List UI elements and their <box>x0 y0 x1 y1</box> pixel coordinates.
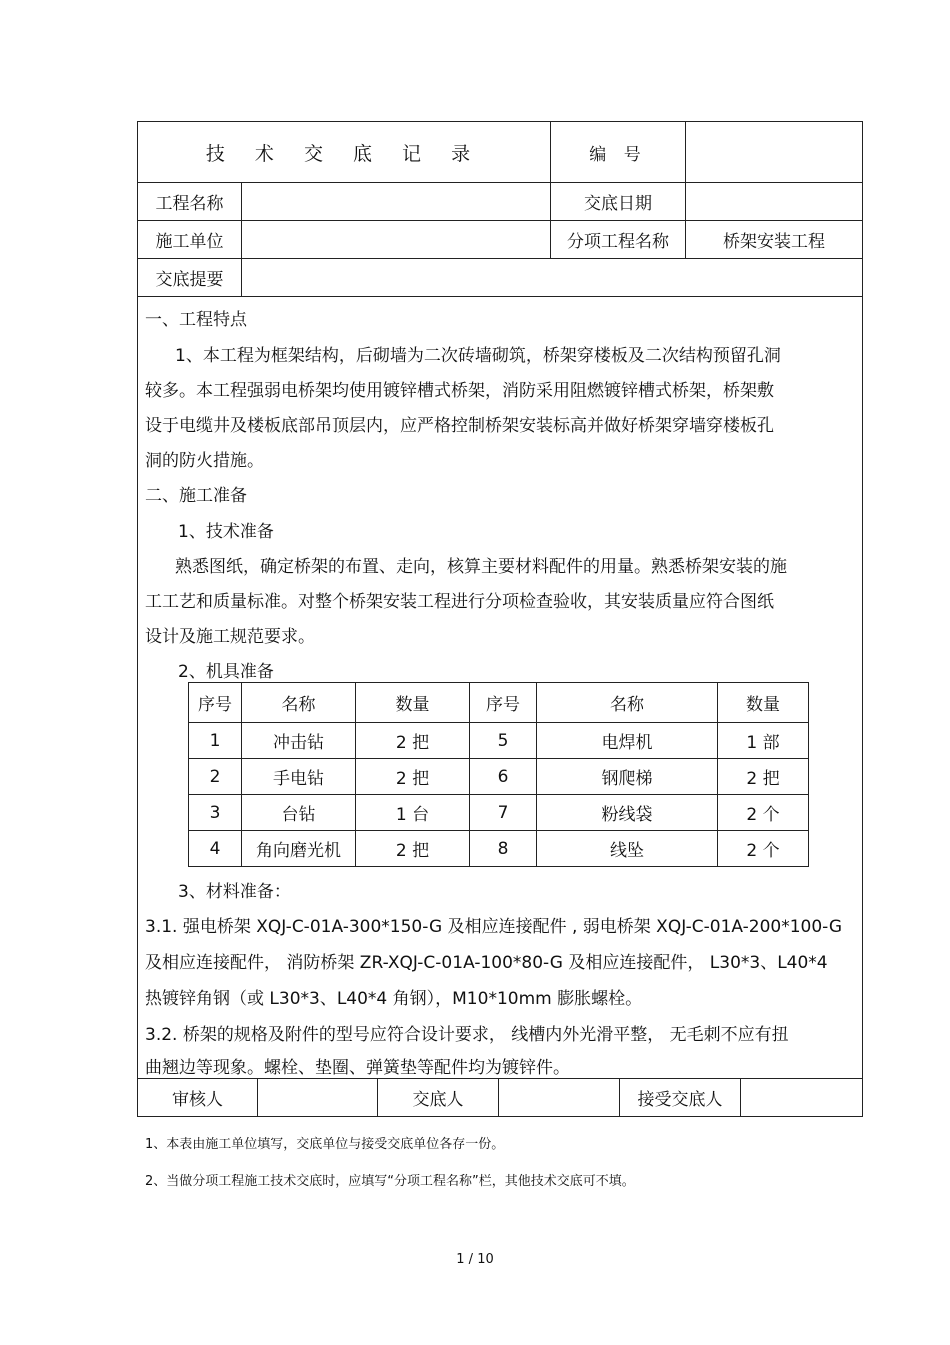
section-2-1-line: 工工艺和质量标准。对整个桥架安装工程进行分项检查验收，其安装质量应符合图纸 <box>145 592 774 612</box>
date-value[interactable] <box>686 183 862 220</box>
table-cell: 2 把 <box>718 759 809 795</box>
section-2-3-line: 3.1. 强电桥架 XQJ-C-01A-300*150-G 及相应连接配件 , 弱电桥架 XQJ-C-01A-200*100-G <box>145 917 843 937</box>
reviewer-label: 审核人 <box>172 1090 223 1110</box>
table-cell: 冲击钻 <box>242 723 356 759</box>
table-cell: 粉线袋 <box>537 795 718 831</box>
section-2-1-line: 熟悉图纸，确定桥架的布置、走向，核算主要材料配件的用量。熟悉桥架安装的施 <box>175 557 787 577</box>
table-cell: 4 <box>189 831 242 867</box>
discloser-label: 交底人 <box>412 1090 464 1110</box>
table-cell: 钢爬梯 <box>537 759 718 795</box>
number-label: 编 号 <box>589 144 647 165</box>
table-cell: 6 <box>470 759 537 795</box>
subproject-value[interactable]: 桥架安装工程 <box>723 232 825 252</box>
tools-header: 序号 <box>189 683 242 723</box>
table-cell: 1 <box>189 723 242 759</box>
table-cell: 1 部 <box>718 723 809 759</box>
table-cell: 8 <box>470 831 537 867</box>
table-row <box>189 831 809 867</box>
date-label: 交底日期 <box>584 194 652 214</box>
table-cell: 5 <box>470 723 537 759</box>
page-total: 10 <box>477 1252 494 1267</box>
table-row <box>189 759 809 795</box>
summary-value[interactable] <box>242 259 862 296</box>
subproject-label: 分项工程名称 <box>567 232 669 252</box>
table-cell: 2 把 <box>356 759 470 795</box>
section-2-1-title: 1、技术准备 <box>178 522 274 542</box>
section-2-3-line: 3.2. 桥架的规格及附件的型号应符合设计要求， 线槽内外光滑平整， 无毛刺不应有扭 <box>145 1025 789 1045</box>
tools-header: 数量 <box>718 683 809 723</box>
page-current: 1 <box>456 1252 465 1267</box>
section-2-2-title: 2、机具准备 <box>178 662 274 682</box>
table-cell: 手电钻 <box>242 759 356 795</box>
table-cell: 7 <box>470 795 537 831</box>
section-2-title: 二、施工准备 <box>145 486 247 506</box>
table-cell: 1 台 <box>356 795 470 831</box>
number-value[interactable] <box>686 122 862 182</box>
table-cell: 2 把 <box>356 723 470 759</box>
section-1-line: 设于电缆井及楼板底部吊顶层内，应严格控制桥架安装标高并做好桥架穿墙穿楼板孔 <box>145 416 774 436</box>
table-cell: 2 个 <box>718 795 809 831</box>
footnote: 1、本表由施工单位填写，交底单位与接受交底单位各存一份。 <box>145 1137 505 1152</box>
table-cell: 角向磨光机 <box>242 831 356 867</box>
tools-header: 名称 <box>537 683 718 723</box>
section-2-3-line: 热镀锌角钢（或 L30*3、L40*4 角钢），M10*10mm 膨胀螺栓。 <box>145 989 643 1009</box>
contractor-value[interactable] <box>242 221 550 258</box>
tools-header-row <box>189 683 809 723</box>
table-row <box>189 723 809 759</box>
section-2-3-line: 曲翘边等现象。螺栓、垫圈、弹簧垫等配件均为镀锌件。 <box>145 1058 570 1078</box>
section-2-3-title: 3、材料准备： <box>178 882 291 902</box>
section-1-title: 一、工程特点 <box>145 310 247 330</box>
section-1-line: 较多。本工程强弱电桥架均使用镀锌槽式桥架，消防采用阻燃镀锌槽式桥架，桥架敷 <box>145 381 774 401</box>
table-cell: 电焊机 <box>537 723 718 759</box>
table-cell: 2 个 <box>718 831 809 867</box>
receiver-label: 接受交底人 <box>637 1090 723 1110</box>
tools-table <box>188 682 809 867</box>
section-1-line: 1、本工程为框架结构，后砌墙为二次砖墙砌筑，桥架穿楼板及二次结构预留孔洞 <box>175 346 781 366</box>
table-cell: 台钻 <box>242 795 356 831</box>
table-cell: 2 把 <box>356 831 470 867</box>
tools-header: 名称 <box>242 683 356 723</box>
project-name-label: 工程名称 <box>155 194 224 214</box>
page-title: 技 术 交 底 记 录 <box>205 142 483 165</box>
tools-header: 数量 <box>356 683 470 723</box>
table-cell: 2 <box>189 759 242 795</box>
page-number <box>0 1252 950 1267</box>
discloser-value[interactable] <box>499 1079 619 1116</box>
receiver-value[interactable] <box>741 1079 862 1116</box>
section-2-1-line: 设计及施工规范要求。 <box>145 627 315 647</box>
page-separator: / <box>468 1252 474 1267</box>
table-row <box>189 795 809 831</box>
footnote: 2、当做分项工程施工技术交底时，应填写“分项工程名称”栏，其他技术交底可不填。 <box>145 1174 635 1189</box>
section-2-3-line: 及相应连接配件， 消防桥架 ZR-XQJ-C-01A-100*80-G 及相应连接配件， L30*3、L40*4 <box>145 953 828 973</box>
table-cell: 线坠 <box>537 831 718 867</box>
contractor-label: 施工单位 <box>155 232 224 252</box>
tools-header: 序号 <box>470 683 537 723</box>
section-1-line: 洞的防火措施。 <box>145 451 264 471</box>
reviewer-value[interactable] <box>258 1079 377 1116</box>
project-name-value[interactable] <box>242 183 550 220</box>
table-cell: 3 <box>189 795 242 831</box>
summary-label: 交底提要 <box>155 270 224 290</box>
